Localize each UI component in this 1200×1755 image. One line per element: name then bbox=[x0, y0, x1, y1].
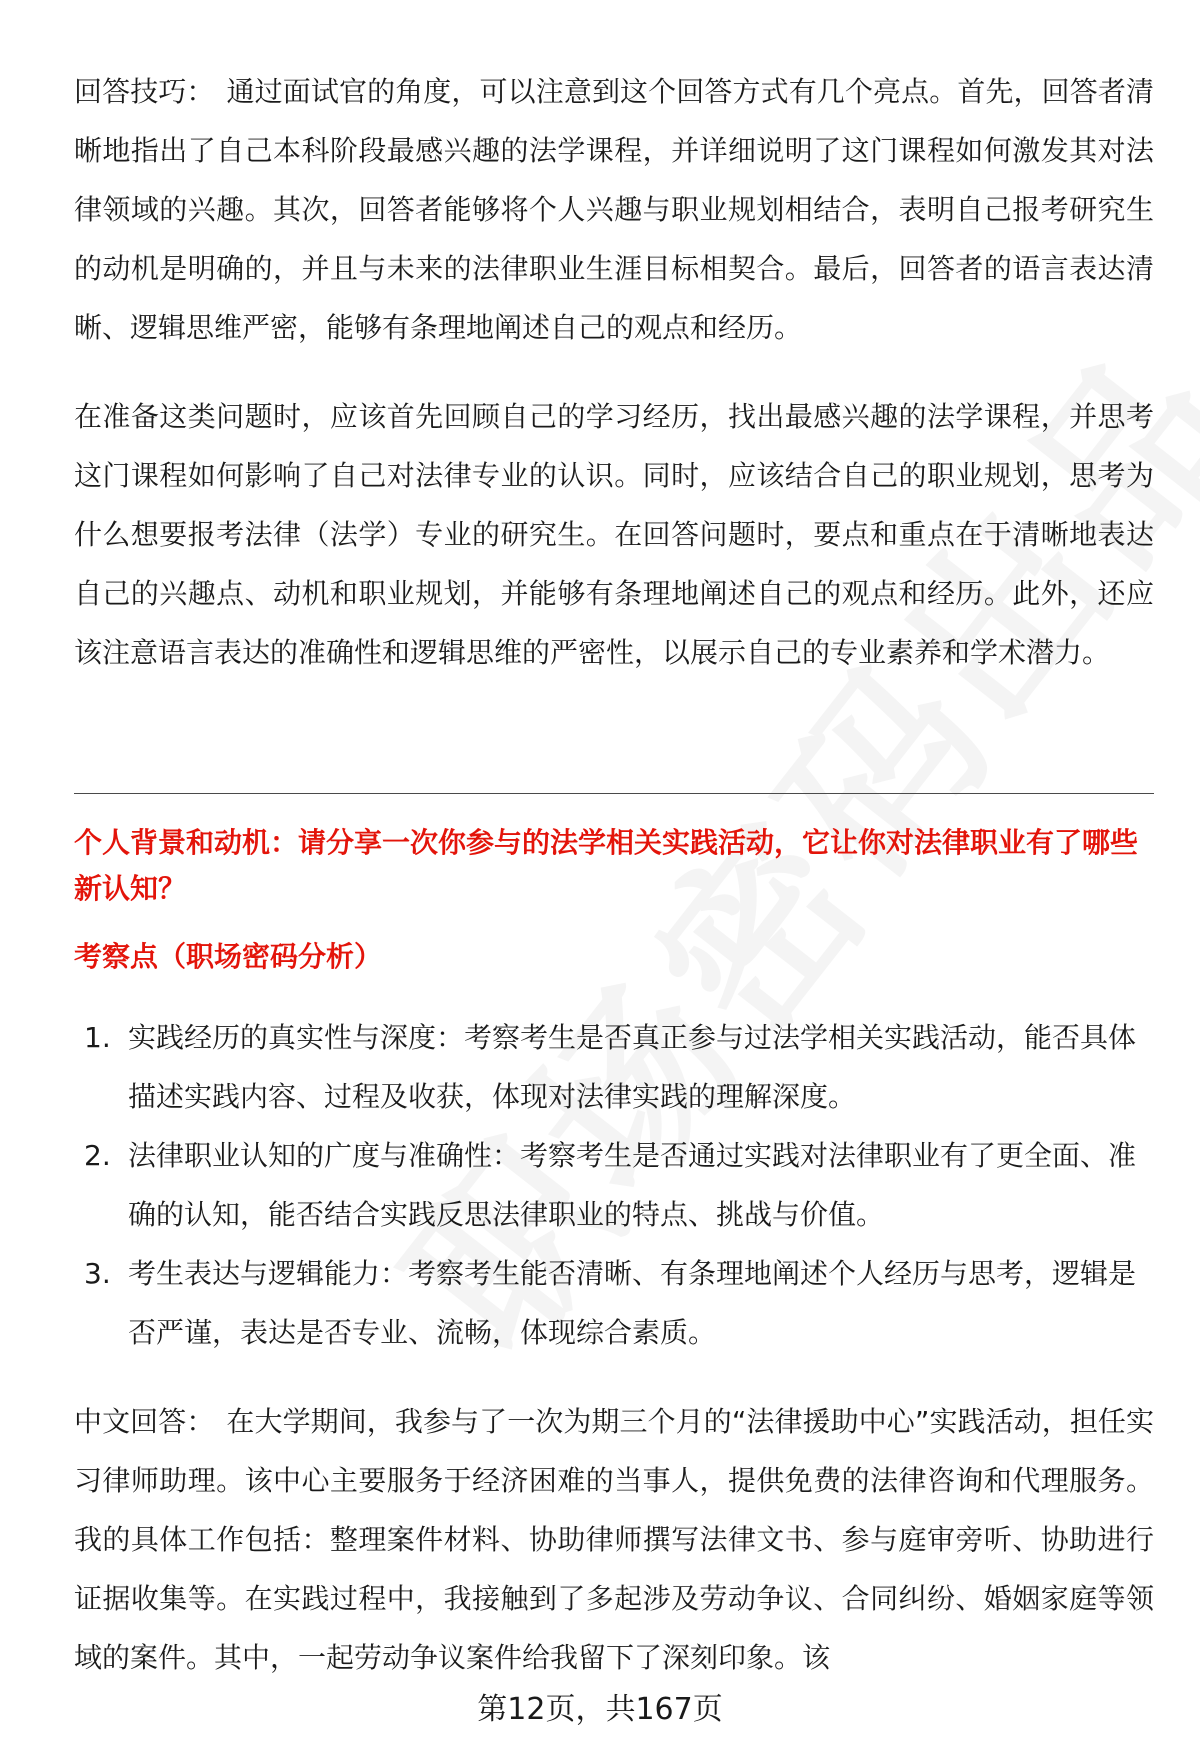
prep-paragraph: 在准备这类问题时，应该首先回顾自己的学习经历，找出最感兴趣的法学课程，并思考这门课程如何影响了自己对法律专业的认识。同时，应该结合自己的职业规划，思考为什么想要报考法律（法学）专业的研究生。在回答问题时，要点和重点在于清晰地表达自己的兴趣点、动机和职业规划，并能够有条理地阐述自己的观点和经历。此外，还应该注意语言表达的准确性和逻辑思维的严密性，以展示自己的专业素养和学术潜力。 bbox=[74, 400, 1154, 669]
tip-label: 回答技巧： bbox=[74, 75, 215, 108]
list-item-number: 1. bbox=[84, 1021, 111, 1054]
list-item-text: 考生表达与逻辑能力：考察考生能否清晰、有条理地阐述个人经历与思考，逻辑是否严谨，表达是否专业、流畅，体现综合素质。 bbox=[128, 1257, 1137, 1349]
list-item bbox=[74, 1008, 1154, 1126]
answer-paragraph bbox=[74, 1392, 1154, 1687]
tip-text: 通过面试官的角度，可以注意到这个回答方式有几个亮点。首先，回答者清晰地指出了自己本科阶段最感兴趣的法学课程，并详细说明了这门课程如何激发其对法律领域的兴趣。其次，回答者能够将个人兴趣与职业规划相结合，表明自己报考研究生的动机是明确的，并且与未来的法律职业生涯目标相契合。最后，回答者的语言表达清晰、逻辑思维严密，能够有条理地阐述自己的观点和经历。 bbox=[74, 75, 1154, 344]
chinese-answer-section bbox=[74, 1392, 1154, 1687]
tip-paragraph bbox=[74, 62, 1154, 357]
list-item bbox=[74, 1126, 1154, 1244]
page-number-footer: 第12页，共167页 bbox=[477, 1692, 723, 1727]
assessment-subheading: 考察点（职场密码分析） bbox=[74, 940, 383, 973]
assessment-points-list bbox=[74, 1008, 1154, 1362]
list-item-number: 3. bbox=[84, 1257, 111, 1290]
question-heading: 个人背景和动机：请分享一次你参与的法学相关实践活动，它让你对法律职业有了哪些新认知？ bbox=[74, 826, 1139, 905]
list-item-text: 法律职业认知的广度与准确性：考察考生是否通过实践对法律职业有了更全面、准确的认知，能否结合实践反思法律职业的特点、挑战与价值。 bbox=[128, 1139, 1137, 1231]
answer-label: 中文回答： bbox=[74, 1405, 215, 1438]
section-interview-tips bbox=[74, 62, 1154, 682]
section-divider bbox=[74, 793, 1154, 794]
list-item-number: 2. bbox=[84, 1139, 111, 1172]
answer-text: 在大学期间，我参与了一次为期三个月的“法律援助中心”实践活动，担任实习律师助理。该中心主要服务于经济困难的当事人，提供免费的法律咨询和代理服务。我的具体工作包括：整理案件材料、协助律师撰写法律文书、参与庭审旁听、协助进行证据收集等。在实践过程中，我接触到了多起涉及劳动争议、合同纠纷、婚姻家庭等领域的案件。其中，一起劳动争议案件给我留下了深刻印象。该 bbox=[74, 1405, 1154, 1674]
list-item bbox=[74, 1244, 1154, 1362]
list-item-text: 实践经历的真实性与深度：考察考生是否真正参与过法学相关实践活动，能否具体描述实践内容、过程及收获，体现对法律实践的理解深度。 bbox=[128, 1021, 1137, 1113]
